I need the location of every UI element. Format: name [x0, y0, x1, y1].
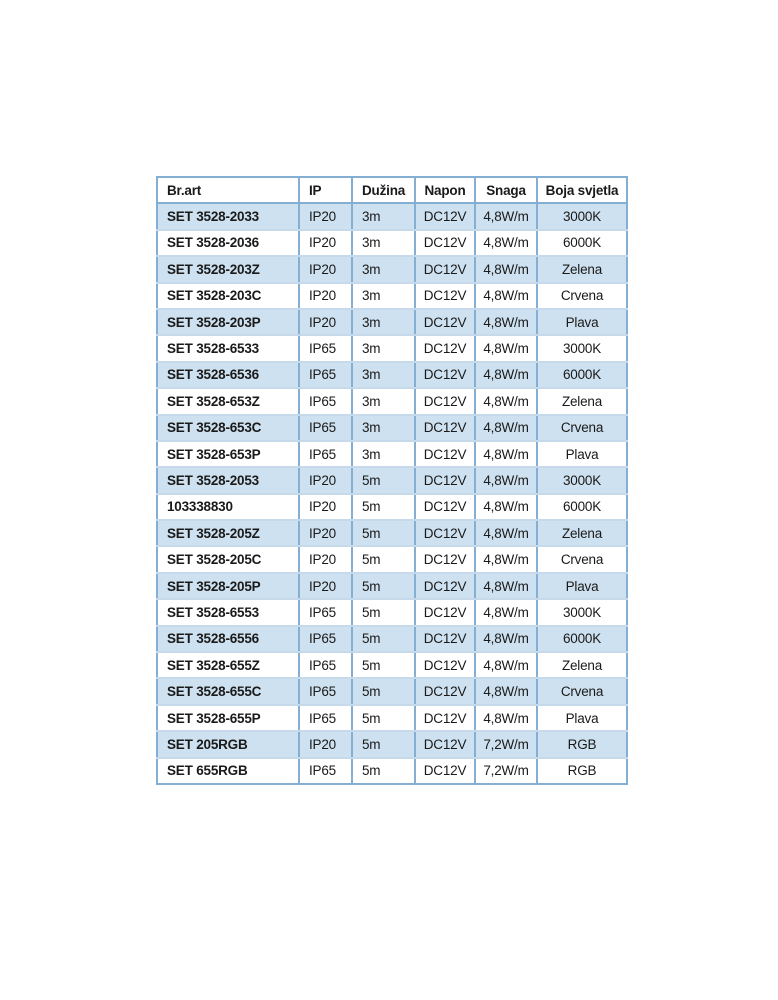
table-cell: IP20	[299, 731, 352, 757]
table-cell: DC12V	[415, 256, 475, 282]
table-cell: IP65	[299, 705, 352, 731]
table-cell: SET 3528-6553	[157, 599, 299, 625]
table-cell: DC12V	[415, 467, 475, 493]
table-cell: Plava	[537, 309, 627, 335]
table-cell: Crvena	[537, 415, 627, 441]
table-cell: SET 3528-203P	[157, 309, 299, 335]
table-row	[157, 520, 627, 546]
table-cell: 3000K	[537, 203, 627, 229]
table-cell: 3m	[352, 335, 415, 361]
table-cell: IP20	[299, 309, 352, 335]
table-cell: 3m	[352, 388, 415, 414]
header-cell-duzina: Dužina	[352, 177, 415, 203]
header-cell-napon: Napon	[415, 177, 475, 203]
table-row	[157, 626, 627, 652]
table-cell: DC12V	[415, 362, 475, 388]
table-cell: 5m	[352, 573, 415, 599]
table-cell: 5m	[352, 520, 415, 546]
table-cell: 6000K	[537, 230, 627, 256]
table-cell: 5m	[352, 494, 415, 520]
table-cell: 3000K	[537, 467, 627, 493]
table-cell: SET 3528-655P	[157, 705, 299, 731]
table-cell: SET 3528-6556	[157, 626, 299, 652]
table-cell: Plava	[537, 573, 627, 599]
table-cell: 4,8W/m	[475, 626, 537, 652]
table-cell: IP65	[299, 335, 352, 361]
table-row	[157, 256, 627, 282]
table-row	[157, 546, 627, 572]
table-cell: 4,8W/m	[475, 309, 537, 335]
table-cell: DC12V	[415, 230, 475, 256]
table-row	[157, 441, 627, 467]
header-cell-br-art: Br.art	[157, 177, 299, 203]
table-cell: Plava	[537, 441, 627, 467]
table-cell: 5m	[352, 546, 415, 572]
table-cell: IP20	[299, 256, 352, 282]
table-cell: SET 3528-205Z	[157, 520, 299, 546]
table-cell: SET 3528-653P	[157, 441, 299, 467]
table-cell: IP65	[299, 626, 352, 652]
table-cell: 3m	[352, 362, 415, 388]
table-cell: 4,8W/m	[475, 256, 537, 282]
table-header-row	[157, 177, 627, 203]
table-row	[157, 494, 627, 520]
table-cell: 5m	[352, 678, 415, 704]
table-cell: 4,8W/m	[475, 283, 537, 309]
table-row	[157, 678, 627, 704]
table-cell: IP20	[299, 283, 352, 309]
table-row	[157, 758, 627, 784]
table-cell: 6000K	[537, 494, 627, 520]
product-spec-table-wrap	[156, 176, 628, 785]
table-cell: 4,8W/m	[475, 599, 537, 625]
table-cell: SET 3528-2053	[157, 467, 299, 493]
table-cell: 3m	[352, 415, 415, 441]
table-row	[157, 652, 627, 678]
table-cell: SET 3528-205P	[157, 573, 299, 599]
table-cell: 4,8W/m	[475, 388, 537, 414]
table-row	[157, 705, 627, 731]
table-cell: 7,2W/m	[475, 758, 537, 784]
table-row	[157, 388, 627, 414]
table-cell: 3000K	[537, 599, 627, 625]
table-cell: SET 3528-655C	[157, 678, 299, 704]
table-cell: IP20	[299, 230, 352, 256]
table-cell: SET 3528-2036	[157, 230, 299, 256]
table-cell: SET 3528-653C	[157, 415, 299, 441]
product-spec-table	[156, 176, 628, 785]
table-cell: DC12V	[415, 705, 475, 731]
table-cell: IP20	[299, 520, 352, 546]
table-cell: Plava	[537, 705, 627, 731]
table-cell: 4,8W/m	[475, 546, 537, 572]
header-cell-ip: IP	[299, 177, 352, 203]
table-row	[157, 335, 627, 361]
table-row	[157, 362, 627, 388]
table-cell: DC12V	[415, 283, 475, 309]
table-cell: DC12V	[415, 546, 475, 572]
table-cell: DC12V	[415, 573, 475, 599]
table-cell: 3m	[352, 230, 415, 256]
table-row	[157, 573, 627, 599]
table-cell: 103338830	[157, 494, 299, 520]
table-cell: RGB	[537, 731, 627, 757]
table-cell: 4,8W/m	[475, 652, 537, 678]
table-cell: Crvena	[537, 678, 627, 704]
table-cell: SET 3528-2033	[157, 203, 299, 229]
table-cell: DC12V	[415, 731, 475, 757]
table-cell: 5m	[352, 467, 415, 493]
table-cell: 6000K	[537, 626, 627, 652]
table-cell: 3m	[352, 283, 415, 309]
header-cell-snaga: Snaga	[475, 177, 537, 203]
table-cell: SET 3528-203Z	[157, 256, 299, 282]
table-cell: SET 3528-6533	[157, 335, 299, 361]
table-cell: RGB	[537, 758, 627, 784]
table-cell: 4,8W/m	[475, 335, 537, 361]
table-cell: IP65	[299, 362, 352, 388]
table-cell: Zelena	[537, 256, 627, 282]
table-cell: SET 655RGB	[157, 758, 299, 784]
table-cell: IP65	[299, 599, 352, 625]
table-cell: DC12V	[415, 494, 475, 520]
table-cell: DC12V	[415, 415, 475, 441]
table-cell: DC12V	[415, 335, 475, 361]
table-cell: IP20	[299, 467, 352, 493]
table-cell: 4,8W/m	[475, 467, 537, 493]
table-cell: 6000K	[537, 362, 627, 388]
table-cell: 4,8W/m	[475, 203, 537, 229]
table-cell: 5m	[352, 652, 415, 678]
table-cell: 3m	[352, 203, 415, 229]
table-cell: 4,8W/m	[475, 415, 537, 441]
table-cell: SET 3528-203C	[157, 283, 299, 309]
table-cell: DC12V	[415, 203, 475, 229]
table-cell: SET 3528-6536	[157, 362, 299, 388]
table-cell: DC12V	[415, 388, 475, 414]
table-row	[157, 415, 627, 441]
table-cell: DC12V	[415, 626, 475, 652]
table-cell: Crvena	[537, 283, 627, 309]
table-cell: 5m	[352, 705, 415, 731]
table-cell: 3000K	[537, 335, 627, 361]
table-row	[157, 283, 627, 309]
table-cell: IP65	[299, 441, 352, 467]
table-cell: 3m	[352, 309, 415, 335]
table-cell: 5m	[352, 731, 415, 757]
header-cell-boja-svjetla: Boja svjetla	[537, 177, 627, 203]
table-cell: 5m	[352, 758, 415, 784]
table-row	[157, 731, 627, 757]
table-cell: DC12V	[415, 599, 475, 625]
table-cell: IP20	[299, 546, 352, 572]
table-row	[157, 230, 627, 256]
table-cell: IP20	[299, 573, 352, 599]
table-cell: Zelena	[537, 652, 627, 678]
table-cell: DC12V	[415, 441, 475, 467]
table-cell: Crvena	[537, 546, 627, 572]
table-row	[157, 309, 627, 335]
table-cell: 7,2W/m	[475, 731, 537, 757]
table-cell: IP65	[299, 678, 352, 704]
table-cell: 4,8W/m	[475, 573, 537, 599]
table-cell: 3m	[352, 441, 415, 467]
table-cell: DC12V	[415, 652, 475, 678]
table-cell: 4,8W/m	[475, 678, 537, 704]
table-cell: DC12V	[415, 309, 475, 335]
table-cell: IP65	[299, 652, 352, 678]
table-cell: IP65	[299, 388, 352, 414]
table-cell: DC12V	[415, 678, 475, 704]
table-cell: 4,8W/m	[475, 230, 537, 256]
table-cell: DC12V	[415, 520, 475, 546]
table-cell: SET 205RGB	[157, 731, 299, 757]
table-body	[157, 203, 627, 784]
table-cell: 5m	[352, 626, 415, 652]
table-cell: 3m	[352, 256, 415, 282]
table-cell: DC12V	[415, 758, 475, 784]
table-row	[157, 203, 627, 229]
table-cell: 4,8W/m	[475, 520, 537, 546]
table-row	[157, 467, 627, 493]
table-cell: SET 3528-205C	[157, 546, 299, 572]
table-cell: 4,8W/m	[475, 705, 537, 731]
table-cell: IP65	[299, 758, 352, 784]
table-cell: 4,8W/m	[475, 362, 537, 388]
table-cell: 4,8W/m	[475, 441, 537, 467]
table-cell: IP20	[299, 494, 352, 520]
table-cell: IP65	[299, 415, 352, 441]
table-cell: Zelena	[537, 388, 627, 414]
table-cell: SET 3528-655Z	[157, 652, 299, 678]
table-cell: 4,8W/m	[475, 494, 537, 520]
table-cell: 5m	[352, 599, 415, 625]
table-row	[157, 599, 627, 625]
table-cell: SET 3528-653Z	[157, 388, 299, 414]
table-cell: IP20	[299, 203, 352, 229]
table-cell: Zelena	[537, 520, 627, 546]
